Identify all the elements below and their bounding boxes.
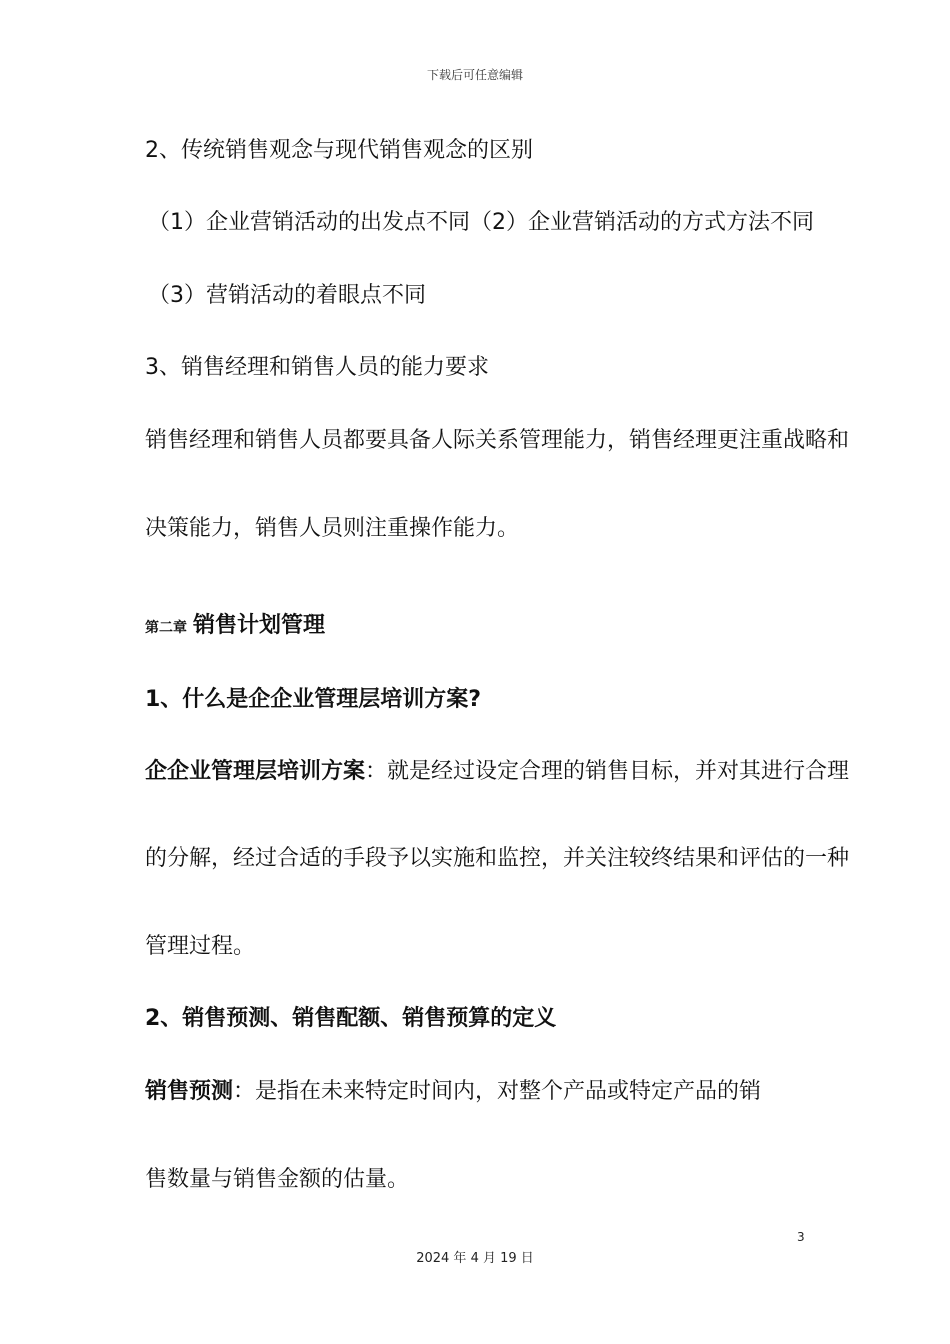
page-header: 下载后可任意编辑 bbox=[426, 68, 523, 82]
definition-term: 企企业管理层培训方案 bbox=[145, 759, 366, 784]
paragraph-line: 销售经理和销售人员都要具备人际关系管理能力，销售经理更注重战略和 bbox=[145, 428, 850, 453]
question-heading-2: 2、销售预测、销售配额、销售预算的定义 bbox=[145, 1006, 557, 1031]
section-heading-3: 3、销售经理和销售人员的能力要求 bbox=[145, 355, 489, 380]
paragraph-line: 决策能力，销售人员则注重操作能力。 bbox=[145, 516, 520, 541]
list-item-3: （3）营销活动的着眼点不同 bbox=[148, 283, 426, 308]
definition-term: 销售预测 bbox=[145, 1079, 234, 1104]
page-date: 2024 年 4 月 19 日 bbox=[416, 1251, 534, 1266]
paragraph-line: 管理过程。 bbox=[145, 934, 256, 959]
definition-text: ：是指在未来特定时间内，对整个产品或特定产品的销 bbox=[233, 1079, 762, 1104]
definition-paragraph bbox=[145, 757, 849, 787]
page-number: 3 bbox=[797, 1230, 805, 1244]
paragraph-line: 售数量与销售金额的估量。 bbox=[145, 1167, 410, 1192]
list-item-1-2: （1）企业营销活动的出发点不同（2）企业营销活动的方式方法不同 bbox=[148, 210, 814, 235]
chapter-heading bbox=[145, 611, 325, 643]
question-heading-1: 1、什么是企企业管理层培训方案? bbox=[145, 687, 482, 712]
chapter-title: 销售计划管理 bbox=[193, 613, 326, 638]
chapter-label: 第二章 bbox=[145, 620, 187, 636]
paragraph-line: 的分解，经过合适的手段予以实施和监控，并关注较终结果和评估的一种 bbox=[145, 846, 850, 871]
section-heading-2: 2、传统销售观念与现代销售观念的区别 bbox=[145, 138, 533, 163]
definition-paragraph bbox=[145, 1077, 761, 1107]
definition-text: ：就是经过设定合理的销售目标，并对其进行合理 bbox=[365, 759, 850, 784]
